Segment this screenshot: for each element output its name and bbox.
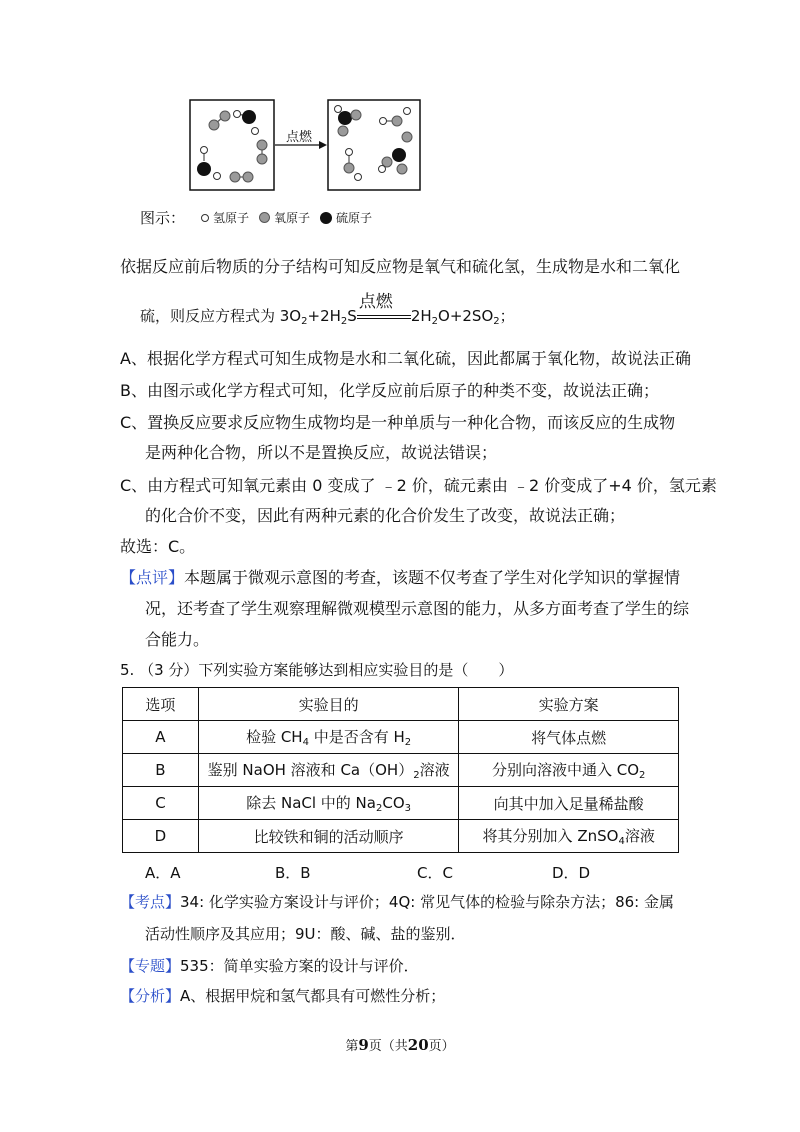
arrow-head-icon [319,141,327,149]
legend-title: 图示： [140,209,186,227]
zhuanti-line: 【专题】535：简单实验方案的设计与评价． [120,957,419,975]
analysis-item-b: B、由图示或化学方程式可知，化学反应前后原子的种类不变，故说法正确； [120,381,659,400]
table-row: A 检验 $CH_4$ 中是否含有 $H_2$ 将气体点燃 [123,721,679,754]
option-b: B．B [275,864,311,882]
table-row: B 鉴别 NaOH 溶液和 $Ca(OH)_2$溶液 分别向溶液中通入 $CO_2$ [123,754,679,787]
zhuanti-tag: 【专题】 [120,957,181,975]
analysis-item-a: A、根据化学方程式可知生成物是水和二氧化硫，因此都属于氧化物，故说法正确 [120,349,691,368]
table-row: C 除去 NaCl 中的 $Na_2CO_3$ 向其中加入足量稀盐酸 [123,787,679,820]
experiment-table [122,687,679,853]
option-a: A．A [145,864,181,882]
hydrogen-atom-icon [201,214,209,222]
fenxi-line: 【分析】A、根据甲烷和氢气都具有可燃性分析； [120,987,446,1005]
analysis-item-c2: C、由方程式可知氧元素由 0 变成了 ﹣2 价，硫元素由 ﹣2 价变成了+4 价，氢元素 [120,476,717,495]
legend-oxygen: 氧原子 [259,209,310,226]
reaction-diagram [185,97,425,197]
analysis-item-c1: C、置换反应要求反应物生成物均是一种单质与一种化合物，而该反应的生成物 [120,413,676,432]
reactant-molecules [197,110,267,182]
product-molecules [335,106,413,181]
page-footer: 第9页（共20页） [345,1036,455,1054]
option-d: D．D [552,864,591,882]
header-plan: 实验方案 [459,688,679,721]
sulfur-atom-icon [320,212,332,224]
header-goal: 实验目的 [198,688,459,721]
legend-hydrogen: 氢原子 [201,209,249,226]
table-row: D 比较铁和铜的活动顺序 将其分别加入 ZnSO$_4$溶液 [123,820,679,853]
reaction-equation: 硫，则反应方程式为 $3O_2+2H_2S$ 点燃 $2H_2O+2SO_2$； [140,292,515,327]
legend-sulfur: 硫原子 [320,209,372,226]
kaodian-line-1: 【考点】34: 化学实验方案设计与评价；4Q: 常见气体的检验与除杂方法；86: 金属 [120,893,675,911]
comment-line-1: 【点评】本题属于微观示意图的考查，该题不仅考查了学生对化学知识的掌握情 [120,568,681,587]
analysis-item-c1-cont: 是两种化合物，所以不是置换反应，故说法错误； [145,443,498,462]
analysis-paragraph-1: 依据反应前后物质的分子结构可知反应物是氧气和硫化氢，生成物是水和二氧化 [120,257,681,276]
analysis-item-c2-cont: 的化合价不变，因此有两种元素的化合价发生了改变，故说法正确； [145,506,626,525]
question-title: 5. （3 分）下列实验方案能够达到相应实验目的是（ ） [120,661,514,679]
equation-condition: 点燃 [357,306,411,326]
diagram-legend [140,207,382,228]
header-option: 选项 [123,688,199,721]
answer-choice: 故选：C。 [120,537,196,556]
arrow-label: 点燃 [286,130,313,145]
comment-tag: 【点评】 [120,568,185,587]
table-header-row [123,688,679,721]
kaodian-line-2: 活动性顺序及其应用；9U：酸、碱、盐的鉴别． [145,925,466,943]
oxygen-atom-icon [259,212,270,223]
comment-line-2: 况，还考查了学生观察理解微观模型示意图的能力，从多方面考查了学生的综 [145,599,690,618]
fenxi-tag: 【分析】 [120,987,181,1005]
kaodian-tag: 【考点】 [120,893,181,911]
option-c: C．C [417,864,453,882]
comment-line-3: 合能力。 [145,630,210,649]
